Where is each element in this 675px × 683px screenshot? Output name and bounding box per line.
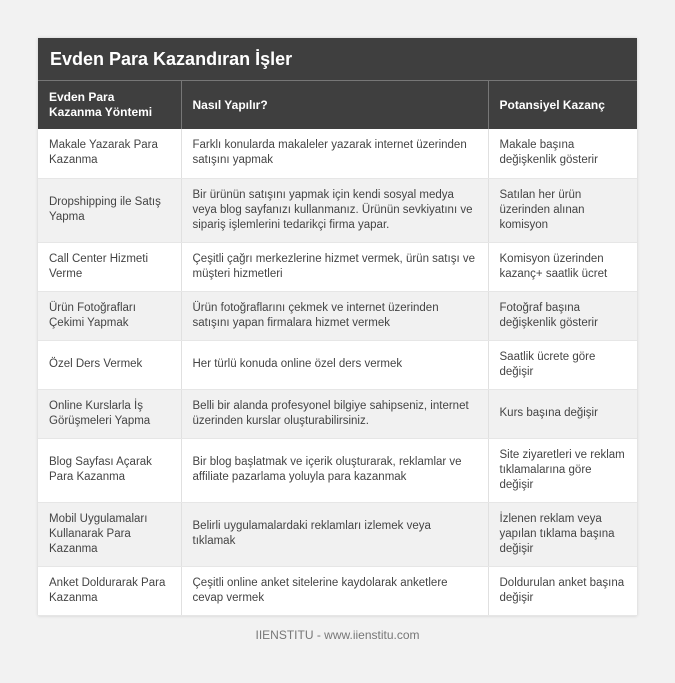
table-row — [38, 291, 637, 340]
cell-how: Farklı konularda makaleler yazarak internet üzerinden satışını yapmak — [181, 129, 488, 178]
cell-method: Mobil Uygulamaları Kullanarak Para Kazanma — [38, 502, 181, 566]
column-header-how: Nasıl Yapılır? — [181, 81, 488, 130]
cell-how: Bir blog başlatmak ve içerik oluşturarak, reklamlar ve affiliate pazarlama yoluyla para kazanmak — [181, 438, 488, 502]
table-row — [38, 242, 637, 291]
table-row — [38, 566, 637, 615]
cell-how: Belirli uygulamalardaki reklamları izlemek veya tıklamak — [181, 502, 488, 566]
table-row — [38, 389, 637, 438]
table-card — [38, 38, 637, 616]
header-row — [38, 81, 637, 130]
cell-method: Blog Sayfası Açarak Para Kazanma — [38, 438, 181, 502]
cell-earning: Fotoğraf başına değişkenlik gösterir — [488, 291, 637, 340]
column-header-method: Evden Para Kazanma Yöntemi — [38, 81, 181, 130]
footer-credit: IIENSTITU - www.iienstitu.com — [255, 628, 420, 642]
cell-earning: Saatlik ücrete göre değişir — [488, 340, 637, 389]
cell-method: Özel Ders Vermek — [38, 340, 181, 389]
cell-method: Online Kurslarla İş Görüşmeleri Yapma — [38, 389, 181, 438]
table-title: Evden Para Kazandıran İşler — [38, 38, 637, 80]
cell-earning: Makale başına değişkenlik gösterir — [488, 129, 637, 178]
cell-method: Call Center Hizmeti Verme — [38, 242, 181, 291]
cell-how: Çeşitli çağrı merkezlerine hizmet vermek, ürün satışı ve müşteri hizmetleri — [181, 242, 488, 291]
column-header-earning: Potansiyel Kazanç — [488, 81, 637, 130]
cell-earning: Kurs başına değişir — [488, 389, 637, 438]
cell-method: Makale Yazarak Para Kazanma — [38, 129, 181, 178]
table-row — [38, 178, 637, 242]
cell-earning: Site ziyaretleri ve reklam tıklamalarına göre değişir — [488, 438, 637, 502]
cell-method: Ürün Fotoğrafları Çekimi Yapmak — [38, 291, 181, 340]
cell-earning: İzlenen reklam veya yapılan tıklama başına değişir — [488, 502, 637, 566]
cell-earning: Doldurulan anket başına değişir — [488, 566, 637, 615]
cell-how: Çeşitli online anket sitelerine kaydolarak anketlere cevap vermek — [181, 566, 488, 615]
data-table — [38, 80, 637, 616]
cell-method: Anket Doldurarak Para Kazanma — [38, 566, 181, 615]
table-row — [38, 502, 637, 566]
table-row — [38, 340, 637, 389]
cell-how: Belli bir alanda profesyonel bilgiye sahipseniz, internet üzerinden kurslar oluşturabilirsiniz. — [181, 389, 488, 438]
table-row — [38, 129, 637, 178]
table-row — [38, 438, 637, 502]
cell-earning: Komisyon üzerinden kazanç+ saatlik ücret — [488, 242, 637, 291]
cell-method: Dropshipping ile Satış Yapma — [38, 178, 181, 242]
cell-earning: Satılan her ürün üzerinden alınan komisyon — [488, 178, 637, 242]
cell-how: Ürün fotoğraflarını çekmek ve internet üzerinden satışını yapan firmalara hizmet vermek — [181, 291, 488, 340]
cell-how: Her türlü konuda online özel ders vermek — [181, 340, 488, 389]
cell-how: Bir ürünün satışını yapmak için kendi sosyal medya veya blog sayfanızı kullanmanız. Ürünün sevkiyatını ve sipariş işlemlerini tedarikçi firma yapar. — [181, 178, 488, 242]
